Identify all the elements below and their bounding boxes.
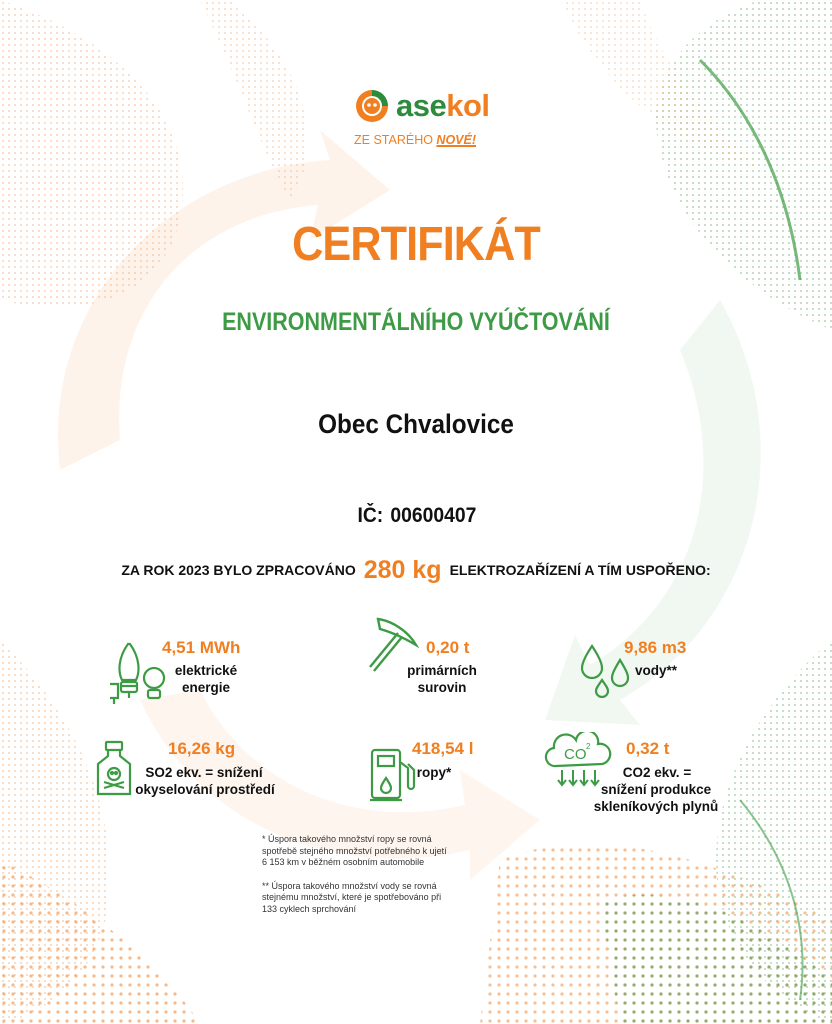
- fuel-pump-icon: [368, 746, 418, 802]
- co2-label-3: skleníkových plynů: [593, 799, 719, 814]
- raw-label-2: surovin: [417, 680, 467, 695]
- co2-value: 0,32 t: [626, 739, 670, 758]
- certificate-title: CERTIFIKÁT: [292, 218, 540, 271]
- raw-value: 0,20 t: [426, 638, 470, 657]
- co2-icon-subscript: 2: [586, 742, 591, 751]
- so2-label-2: okyselování prostředí: [135, 782, 275, 797]
- asekol-logo-icon: [354, 88, 390, 124]
- certificate-subtitle: ENVIRONMENTÁLNÍHO VYÚČTOVÁNÍ: [222, 308, 610, 336]
- recipient-id: [33, 500, 798, 532]
- energy-label-2: energie: [181, 680, 231, 695]
- energy-value: 4,51 MWh: [162, 638, 241, 657]
- water-label-1: vody**: [634, 663, 678, 678]
- processed-amount: 280 kg: [363, 556, 442, 584]
- water-value: 9,86 m3: [624, 638, 687, 657]
- co2-icon-text: CO: [564, 746, 587, 763]
- recipient-name: Obec Chvalovice: [318, 409, 514, 439]
- co2-label-2: snížení produkce: [600, 782, 712, 797]
- so2-label-1: SO2 ekv. = snížení: [145, 765, 263, 780]
- energy-label-1: elektrické: [174, 663, 238, 678]
- asekol-logo: [354, 84, 494, 154]
- statement-suffix: ELEKTROZAŘÍZENÍ A TÍM USPOŘENO:: [449, 562, 711, 578]
- lightbulb-icon: [106, 640, 170, 706]
- footnote-oil: * Úspora takového množství ropy se rovná spotřebě stejného množství potřebného k ujetí 6 153 km v běžném osobním automobile: [262, 834, 447, 867]
- co2-label-1: CO2 ekv. =: [622, 765, 692, 780]
- logo-tagline: ZE STARÉHO NOVÉ!: [354, 133, 477, 147]
- asekol-wordmark: asekol: [396, 88, 490, 123]
- statement-prefix: ZA ROK 2023 BYLO ZPRACOVÁNO: [121, 562, 356, 578]
- oil-value: 418,54 l: [412, 739, 474, 758]
- oil-label-1: ropy*: [416, 765, 452, 780]
- id-value: 00600407: [390, 504, 477, 527]
- footnotes: [262, 834, 452, 927]
- summary-statement: [66, 552, 766, 588]
- footnote-water: ** Úspora takového množství vody se rovná stejnému množství, které je spotřebováno při 133 cyklech sprchování: [262, 880, 442, 914]
- id-label: IČ:: [357, 504, 384, 527]
- raw-label-1: primárních: [407, 663, 477, 678]
- so2-value: 16,26 kg: [168, 739, 236, 758]
